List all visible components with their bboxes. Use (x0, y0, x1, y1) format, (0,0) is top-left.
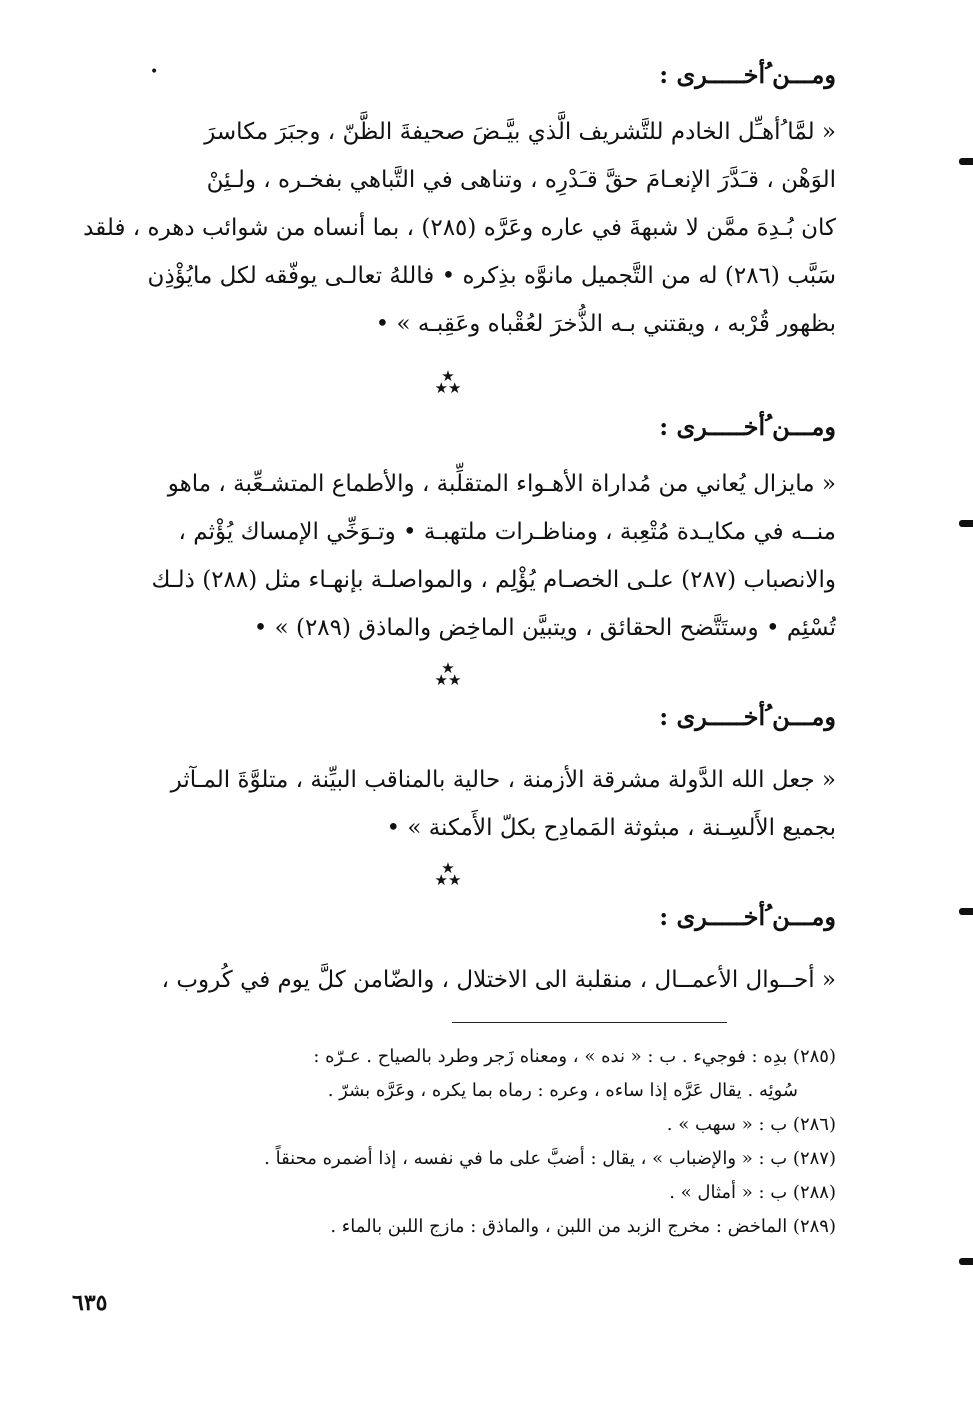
scan-edge-mark (959, 520, 973, 527)
footnote-285-continued: سُوئِه . يقال عَرَّه إذا ساءه ، وعره : رماه بما يكره ، وعَرَّه بشرّ . (327, 1080, 798, 1101)
text-line: « لمَّا ُأهـِّل الخادم للتَّشريف الَّذي بيَّـضَ صحيفةَ الظَّنّ ، وجبَرَ مكاسرَ (204, 119, 836, 145)
star-icon: ★ (441, 859, 455, 877)
page-number: ٦٣٥ (72, 1290, 108, 1316)
section-heading-2: ومـــن ُأخـــــرى : (659, 412, 836, 441)
footnote-286: (٢٨٦) ب : « سهب » . (666, 1114, 836, 1135)
star-icon: ★ (448, 671, 462, 689)
star-icon: ★ (441, 367, 455, 385)
star-icon: ★ (434, 379, 448, 397)
scan-edge-mark (959, 158, 973, 165)
section-heading-1: ومـــن ُأخـــــرى : (659, 60, 836, 89)
footnotes (80, 1040, 836, 1244)
star-icon: ★ (434, 871, 448, 889)
text-line: « مايزال يُعاني من مُداراة الأهـواء المتقلِّبة ، والأطماع المتشـعِّبة ، ماهو (167, 471, 836, 497)
text-line: بظهور قُرْبه ، ويقتني بـه الذُّخرَ لعُقْباه وعَقِبـه » • (375, 311, 836, 337)
section-divider-stars (426, 659, 470, 689)
section-paragraph-2 (78, 460, 836, 652)
star-icon: ★ (448, 379, 462, 397)
section-paragraph-1 (78, 108, 836, 348)
footnote-289: (٢٨٩) الماخض : مخرج الزبد من اللبن ، والماذق : مازج اللبن بالماء . (330, 1216, 836, 1237)
text-line: كان بُـدِهَ ممَّن لا شبهةَ في عاره وعَرَّه (٢٨٥) ، بما أنساه من شوائب دهره ، فلقد (83, 215, 836, 241)
star-icon: ★ (448, 871, 462, 889)
text-line: والانصباب (٢٨٧) علـى الخصـام يُؤْلِم ، والمواصلـة بإنهـاء مثل (٢٨٨) ذلـك (151, 567, 836, 593)
text-line: سَبَّب (٢٨٦) له من التَّجميل مانوَّه بذِكره • فاللهُ تعالـى يوفّقه لكل مايُؤْذِن (147, 263, 836, 289)
footnote-285: (٢٨٥) بدِه : فوجيء . ب : « نده » ، ومعناه زَجر وطرد بالصياح . عـرّه : (313, 1046, 836, 1067)
text-line: « أحــوال الأعمــال ، منقلبة الى الاختلال ، والضّامن كلَّ يوم في كُروب ، (161, 967, 836, 993)
section-paragraph-4 (78, 956, 836, 1004)
star-icon: ★ (441, 659, 455, 677)
stray-mark: • (150, 64, 159, 80)
scan-edge-mark (959, 1258, 973, 1265)
text-line: منــه في مكايـدة مُتْعِبة ، ومناظـرات ملتهبـة • وتـوَخِّي الإمساك يُؤْثم ، (178, 519, 836, 545)
section-heading-3: ومـــن ُأخـــــرى : (659, 702, 836, 731)
footnote-separator (452, 1022, 727, 1023)
section-heading-4: ومـــن ُأخـــــرى : (659, 902, 836, 931)
text-line: الوَهْن ، قـَدَّرَ الإنعـامَ حقَّ قـَدْرِه ، وتناهى في التَّباهي بفخـره ، ولـئِنْ (206, 167, 836, 193)
scan-edge-mark (959, 908, 973, 915)
text-line: بجميع الأَلسِـنة ، مبثوثة المَمادِح بكلّ الأَمكنة » • (386, 815, 836, 841)
footnote-287: (٢٨٧) ب : « والإضباب » ، يقال : أضبَّ على ما في نفسه ، إذا أضمره محنقاً . (264, 1148, 836, 1169)
section-divider-stars (426, 859, 470, 889)
text-line: تُسْئِم • وستَتَّضح الحقائق ، ويتبيَّن الماخِض والماذق (٢٨٩) » • (253, 615, 836, 641)
section-divider-stars (426, 367, 470, 397)
star-icon: ★ (434, 671, 448, 689)
section-paragraph-3 (78, 756, 836, 852)
footnote-288: (٢٨٨) ب : « أمثال » . (669, 1182, 836, 1203)
text-line: « جعل الله الدَّولة مشرقة الأزمنة ، حالية بالمناقب البيِّنة ، متلوَّةَ المـآثر (170, 767, 836, 793)
